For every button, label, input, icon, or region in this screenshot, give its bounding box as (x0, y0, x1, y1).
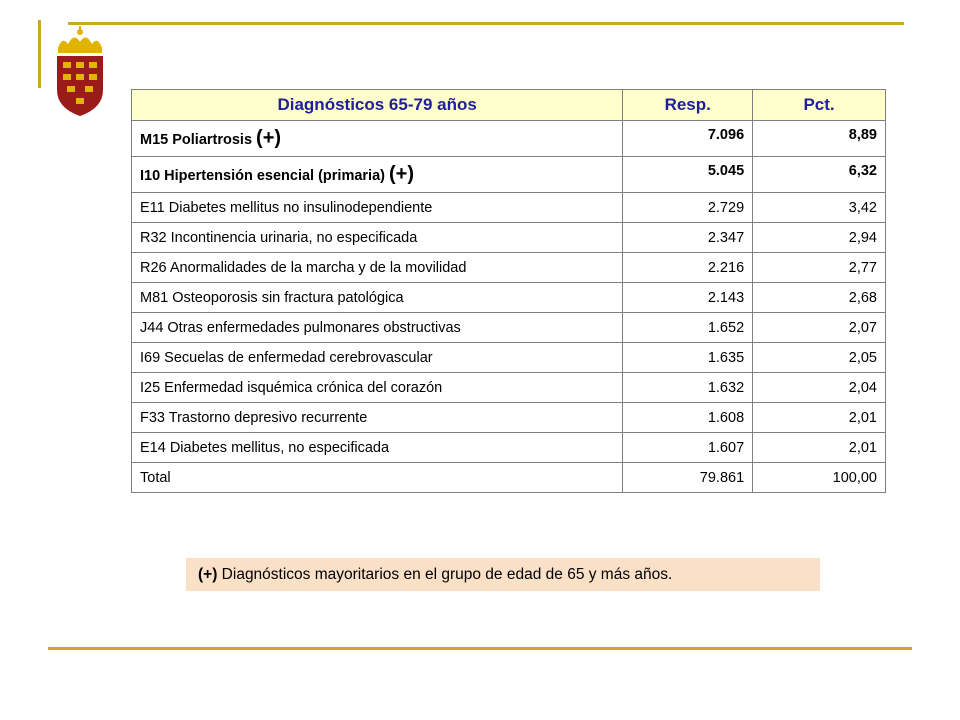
top-rule (68, 22, 904, 25)
bottom-rule (48, 647, 912, 650)
pct-cell: 2,04 (753, 373, 886, 403)
header-pct: Pct. (753, 90, 886, 121)
resp-cell: 1.607 (623, 433, 753, 463)
resp-cell: 2.729 (623, 193, 753, 223)
resp-cell: 2.216 (623, 253, 753, 283)
diagnosis-label: E11 Diabetes mellitus no insulinodependiente (140, 199, 433, 216)
pct-cell: 2,77 (753, 253, 886, 283)
table-row (132, 433, 886, 463)
resp-cell: 1.632 (623, 373, 753, 403)
resp-cell: 79.861 (623, 463, 753, 493)
diagnosis-label: J44 Otras enfermedades pulmonares obstructivas (140, 319, 461, 336)
pct-cell: 2,68 (753, 283, 886, 313)
table-header-row (132, 90, 886, 121)
table-row (132, 121, 886, 157)
table-row (132, 313, 886, 343)
table-row (132, 463, 886, 493)
diagnosis-cell (132, 433, 623, 463)
resp-cell: 2.143 (623, 283, 753, 313)
resp-cell: 1.652 (623, 313, 753, 343)
diagnosis-cell (132, 157, 623, 193)
pct-cell: 2,01 (753, 433, 886, 463)
diagnosis-label: I69 Secuelas de enfermedad cerebrovascular (140, 349, 433, 366)
diagnoses-table (131, 89, 886, 493)
diagnosis-cell (132, 313, 623, 343)
table-row (132, 223, 886, 253)
diagnosis-label: E14 Diabetes mellitus, no especificada (140, 439, 390, 456)
diagnosis-cell (132, 403, 623, 433)
pct-cell: 2,01 (753, 403, 886, 433)
header-diagnosis: Diagnósticos 65-79 años (132, 90, 623, 121)
diagnosis-label: R32 Incontinencia urinaria, no especificada (140, 229, 418, 246)
resp-cell: 2.347 (623, 223, 753, 253)
diagnosis-cell (132, 343, 623, 373)
diagnosis-label: M15 Poliartrosis (140, 132, 253, 148)
diagnosis-label: Total (140, 469, 171, 486)
diagnosis-cell (132, 121, 623, 157)
coat-of-arms-icon (52, 26, 108, 118)
header-resp: Resp. (623, 90, 753, 121)
diagnosis-label: F33 Trastorno depresivo recurrente (140, 409, 368, 426)
diagnosis-cell (132, 193, 623, 223)
pct-cell: 100,00 (753, 463, 886, 493)
resp-cell: 5.045 (623, 157, 753, 193)
pct-cell: 2,05 (753, 343, 886, 373)
table-row (132, 373, 886, 403)
left-rule (38, 20, 41, 88)
diagnosis-cell (132, 373, 623, 403)
resp-cell: 1.608 (623, 403, 753, 433)
resp-cell: 7.096 (623, 121, 753, 157)
diagnosis-label: I10 Hipertensión esencial (primaria) (140, 168, 385, 184)
pct-cell: 2,94 (753, 223, 886, 253)
majority-marker: (+) (389, 163, 415, 185)
pct-cell: 2,07 (753, 313, 886, 343)
diagnosis-label: I25 Enfermedad isquémica crónica del corazón (140, 379, 443, 396)
footnote-text: Diagnósticos mayoritarios en el grupo de edad de 65 y más años. (217, 566, 673, 583)
pct-cell: 3,42 (753, 193, 886, 223)
diagnosis-cell (132, 223, 623, 253)
majority-marker: (+) (256, 127, 282, 149)
pct-cell: 6,32 (753, 157, 886, 193)
table-row (132, 403, 886, 433)
resp-cell: 1.635 (623, 343, 753, 373)
table-row (132, 283, 886, 313)
footnote-marker: (+) (198, 566, 218, 583)
pct-cell: 8,89 (753, 121, 886, 157)
diagnosis-label: M81 Osteoporosis sin fractura patológica (140, 289, 404, 306)
table-row (132, 343, 886, 373)
table-row (132, 157, 886, 193)
footnote-box (186, 558, 820, 591)
diagnosis-label: R26 Anormalidades de la marcha y de la movilidad (140, 259, 467, 276)
table-row (132, 193, 886, 223)
diagnosis-cell (132, 283, 623, 313)
diagnosis-cell (132, 463, 623, 493)
diagnosis-cell (132, 253, 623, 283)
table-row (132, 253, 886, 283)
